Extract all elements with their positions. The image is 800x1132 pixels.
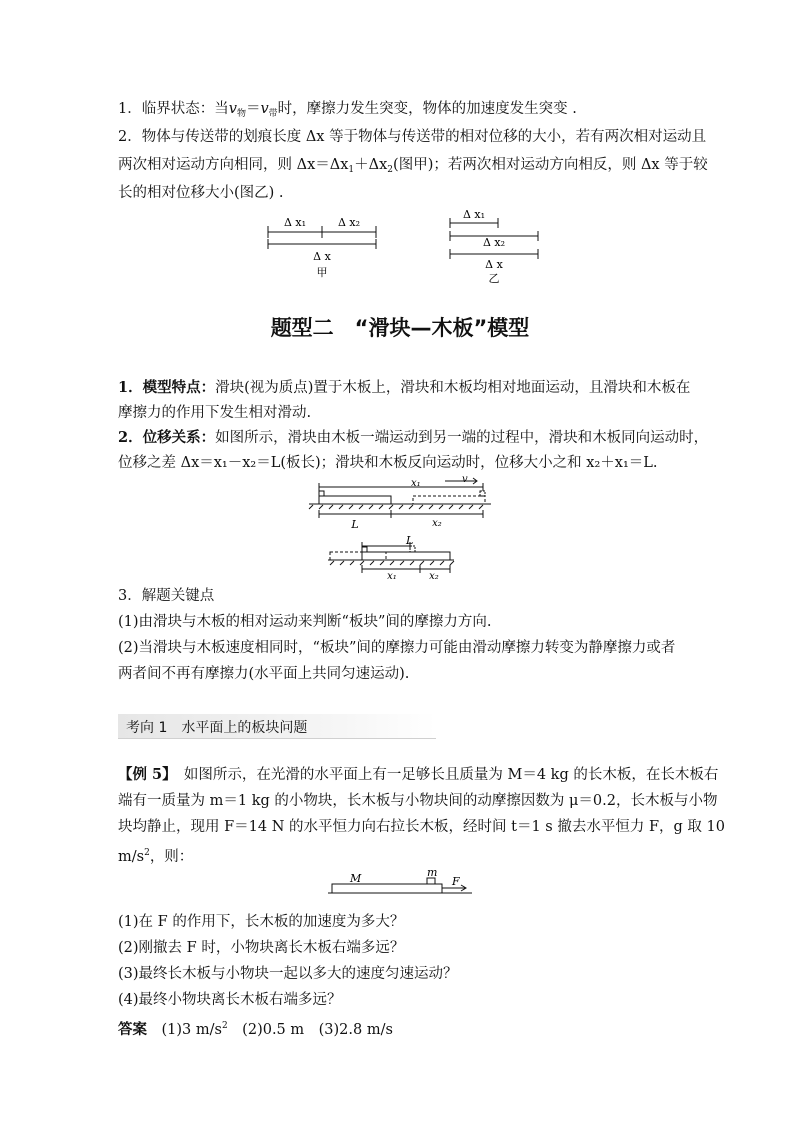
- sup-2: 2: [144, 848, 150, 858]
- example-line4-prefix: m/s: [118, 849, 145, 865]
- item2-line3: 长的相对位移大小(图乙) .: [118, 185, 284, 201]
- same-v-label: v: [462, 474, 468, 485]
- yi-dx-label: Δ x: [485, 258, 503, 271]
- opp-x1-label: x₁: [387, 571, 397, 582]
- answer-rest: (2)0.5 m (3)2.8 m/s: [227, 1022, 393, 1038]
- sub-1: 1: [348, 165, 355, 175]
- example-line1-text: 如图所示，在光滑的水平面上有一足够长且质量为 M＝4 kg 的长木板，在长木板右: [169, 767, 719, 783]
- item2-line2-prefix: 两次相对运动方向相同，则 Δx＝Δx: [118, 157, 349, 173]
- opp-L-label: L: [406, 534, 414, 547]
- key-point-2-line2: 两者间不再有摩擦力(水平面上共同匀速运动).: [118, 666, 410, 682]
- key-point-2-line1: (2)当滑块与木板速度相同时，“板块”间的摩擦力可能由滑动摩擦力转变为静摩擦力或者: [118, 640, 676, 656]
- model-features-line2: 摩擦力的作用下发生相对滑动.: [118, 405, 312, 421]
- sub-2: 2: [387, 165, 394, 175]
- fig-F-label: F: [452, 875, 460, 888]
- item2-line2-suffix: (图甲)；若两次相对运动方向相反，则 Δx 等于较: [393, 157, 708, 173]
- jia-dx-label: Δ x: [313, 250, 331, 263]
- yi-caption: 乙: [488, 272, 500, 285]
- same-x1-label: x₁: [411, 478, 421, 489]
- question-1: (1)在 F 的作用下，长木板的加速度为多大？: [118, 914, 405, 930]
- displacement-line1: [118, 425, 709, 451]
- displacement-text: 如图所示，滑块由木板一端运动到另一端的过程中，滑块和木板同向运动时，: [215, 430, 709, 446]
- v-symbol: v: [228, 101, 237, 117]
- v-symbol-2: v: [260, 101, 269, 117]
- question-3: (3)最终长木板与小物块一起以多大的速度匀速运动？: [118, 966, 458, 982]
- model-features-line1: [118, 375, 691, 401]
- example-figure: [326, 866, 476, 898]
- same-x2-label: x₂: [432, 518, 442, 529]
- equals: ＝: [245, 101, 261, 117]
- answer-line: [118, 1013, 688, 1043]
- key-point-1: (1)由滑块与木板的相对运动来判断“板块”间的摩擦力方向.: [118, 614, 492, 630]
- fig-M-label: M: [350, 872, 362, 885]
- figure-jia: [264, 210, 384, 282]
- yi-dx2-label: Δ x₂: [482, 236, 506, 249]
- jia-caption: 甲: [316, 266, 328, 279]
- model-features-label: 1．模型特点：: [118, 379, 216, 396]
- kaoxiang-bar: [118, 714, 436, 739]
- opp-x2-label: x₂: [429, 571, 439, 582]
- jia-dx2-label: Δ x₂: [337, 216, 361, 229]
- question-4: (4)最终小物块离长木板右端多远？: [118, 992, 342, 1008]
- item1-suffix: 时，摩擦力发生突变，物体的加速度发生突变 .: [277, 101, 577, 117]
- fig-m-label: m: [427, 866, 438, 879]
- figure-opposite-direction: [326, 532, 466, 582]
- example-line3: 块均静止，现用 F＝14 N 的水平恒力向右拉长木板，经时间 t＝1 s 撤去水平恒力 F，g 取 10: [118, 819, 725, 835]
- question-2: (2)刚撤去 F 时，小物块离长木板右端多远？: [118, 940, 405, 956]
- example-line1: [118, 762, 719, 788]
- item1-prefix: 1．临界状态：当: [118, 101, 229, 117]
- displacement-label: 2．位移关系：: [118, 429, 216, 446]
- item2-line1: 2．物体与传送带的划痕长度 Δx 等于物体与传送带的相对位移的大小，若有两次相对运动且: [118, 129, 707, 145]
- displacement-line2: 位移之差 Δx＝x₁－x₂＝L(板长)；滑块和木板反向运动时，位移大小之和 x₂＋x₁＝L.: [118, 455, 658, 471]
- section-heading: 题型二 “滑块—木板”模型: [270, 316, 530, 340]
- example-line4-suffix: ，则：: [149, 849, 194, 865]
- answer-text: (1)3 m/s: [147, 1022, 222, 1038]
- sub-dai: 带: [268, 109, 278, 119]
- same-L-label: L: [351, 518, 359, 531]
- model-features-text: 滑块(视为质点)置于木板上，滑块和木板均相对地面运动，且滑块和木板在: [215, 380, 691, 396]
- item2-line2: [118, 152, 708, 183]
- answer-sup-2: 2: [221, 1021, 228, 1031]
- key-points-label: 3．解题关键点: [118, 588, 215, 604]
- example-line2: 端有一质量为 m＝1 kg 的小物块，长木板与小物块间的动摩擦因数为 μ＝0.2，长木板与小物: [118, 793, 718, 809]
- example-label: 【例 5】: [118, 766, 170, 783]
- sub-wu: 物: [236, 109, 246, 119]
- item2-line2-mid: ＋Δx: [354, 157, 388, 173]
- critical-state-item: [118, 96, 688, 127]
- figure-same-direction: [305, 476, 495, 532]
- jia-dx1-label: Δ x₁: [283, 216, 307, 229]
- answer-label: 答案: [118, 1021, 147, 1038]
- kaoxiang-title: 考向 1 水平面上的板块问题: [126, 720, 308, 736]
- figure-yi: [446, 206, 546, 285]
- yi-dx1-label: Δ x₁: [462, 208, 486, 221]
